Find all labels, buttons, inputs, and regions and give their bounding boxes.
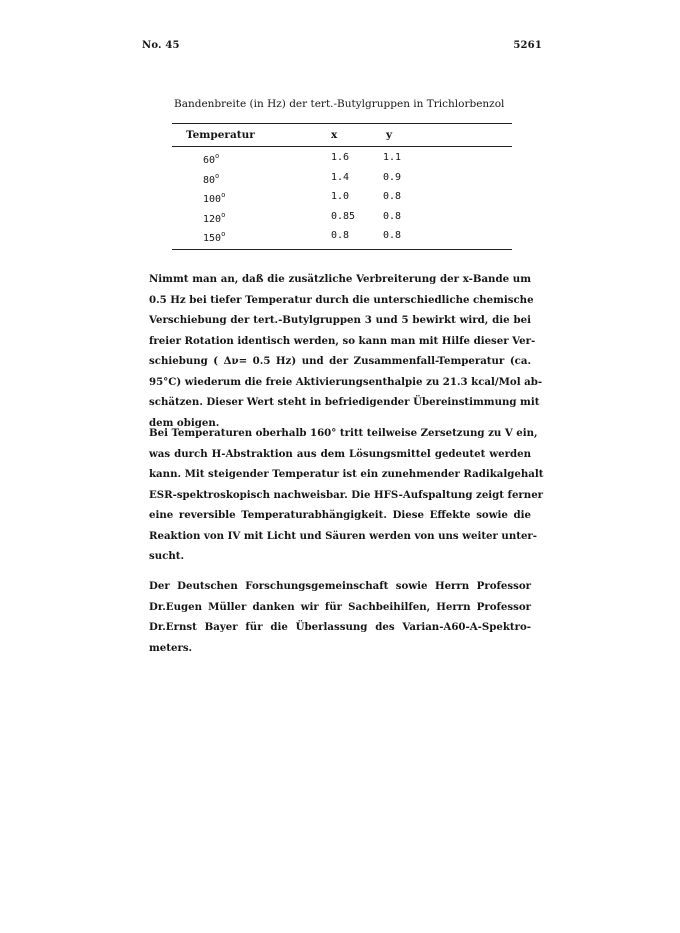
temperature-value: 60 <box>203 155 216 166</box>
text-line: sucht. <box>149 550 185 562</box>
text-line: 95°C) wiederum die freie Aktivierungsenthalpie zu 21.3 kcal/Mol ab- <box>149 375 543 388</box>
temperature-value: 150 <box>203 233 222 244</box>
x-value-cell: 0.85 <box>331 210 356 222</box>
text-line: schiebung ( Δν= 0.5 Hz) und der Zusammenfall-Temperatur (ca. <box>149 355 531 367</box>
temperature-cell <box>203 172 219 186</box>
text-line: freier Rotation identisch werden, so kann man mit Hilfe dieser Ver- <box>149 334 536 347</box>
text-line: Dr.Ernst Bayer für die Überlassung des Varian-A60-A-Spektro- <box>149 621 531 633</box>
text-line: meters. <box>149 641 193 654</box>
text-line: Verschiebung der tert.-Butylgruppen 3 und 5 bewirkt wird, die bei <box>149 314 531 326</box>
temperature-value: 80 <box>203 174 216 186</box>
x-value-cell: 0.8 <box>331 230 350 241</box>
temperature-cell <box>203 230 225 244</box>
column-header-y: y <box>386 129 393 141</box>
degree-symbol: o <box>221 210 226 219</box>
table-row <box>0 230 680 250</box>
degree-symbol: o <box>215 171 220 180</box>
degree-symbol: o <box>215 152 220 160</box>
text-line: Reaktion von IV mit Licht und Säuren werden von uns weiter unter- <box>149 529 538 542</box>
paragraph-decomposition <box>149 423 544 567</box>
text-line: Dr.Eugen Müller danken wir für Sachbeihilfen, Herrn Professor <box>149 600 531 613</box>
temperature-cell <box>203 211 225 225</box>
y-value-cell: 0.8 <box>383 230 402 241</box>
y-value-cell: 1.1 <box>383 152 402 163</box>
table-row <box>0 211 680 231</box>
text-line: 0.5 Hz bei tiefer Temperatur durch die unterschiedliche chemische <box>149 293 534 306</box>
issue-number: No. 45 <box>142 40 180 51</box>
table-caption: Bandenbreite (in Hz) der tert.-Butylgruppen in Trichlorbenzol <box>174 98 505 110</box>
temperature-value: 100 <box>203 194 222 205</box>
text-line: Der Deutschen Forschungsgemeinschaft sowie Herrn Professor <box>149 580 531 592</box>
temperature-cell <box>203 191 225 205</box>
temperature-value: 120 <box>203 213 222 225</box>
paragraph-acknowledgements <box>149 576 531 658</box>
text-line: was durch H-Abstraktion aus dem Lösungsmittel gedeutet werden <box>149 447 531 460</box>
text-line: Bei Temperaturen oberhalb 160° tritt teilweise Zersetzung zu V ein, <box>149 427 538 439</box>
column-header-x: x <box>331 129 338 141</box>
text-line: dem obigen. <box>149 416 220 429</box>
text-line: Nimmt man an, daß die zusätzliche Verbreiterung der x-Bande um <box>149 273 531 285</box>
page-number: 5261 <box>513 40 542 51</box>
table-row <box>0 172 680 192</box>
text-line: schätzen. Dieser Wert steht in befriedigender Übereinstimmung mit <box>149 396 540 408</box>
table-body <box>0 152 680 250</box>
table-header-rule <box>172 146 512 147</box>
table-row <box>0 191 680 211</box>
degree-symbol: o <box>221 230 226 238</box>
y-value-cell: 0.8 <box>383 191 402 202</box>
text-line: kann. Mit steigender Temperatur ist ein zunehmender Radikalgehalt <box>149 468 544 480</box>
column-header-temperature: Temperatur <box>186 129 255 141</box>
text-line: eine reversible Temperaturabhängigkeit. Diese Effekte sowie die <box>149 509 531 521</box>
table-bottom-rule <box>172 249 512 250</box>
y-value-cell: 0.8 <box>383 210 402 222</box>
x-value-cell: 1.0 <box>331 191 350 202</box>
x-value-cell: 1.4 <box>331 171 350 183</box>
table-row <box>0 152 680 172</box>
text-line: ESR-spektroskopisch nachweisbar. Die HFS-Aufspaltung zeigt ferner <box>149 488 544 501</box>
degree-symbol: o <box>221 191 226 199</box>
temperature-cell <box>203 152 219 166</box>
x-value-cell: 1.6 <box>331 152 350 163</box>
y-value-cell: 0.9 <box>383 171 402 183</box>
table-top-rule <box>172 123 512 124</box>
